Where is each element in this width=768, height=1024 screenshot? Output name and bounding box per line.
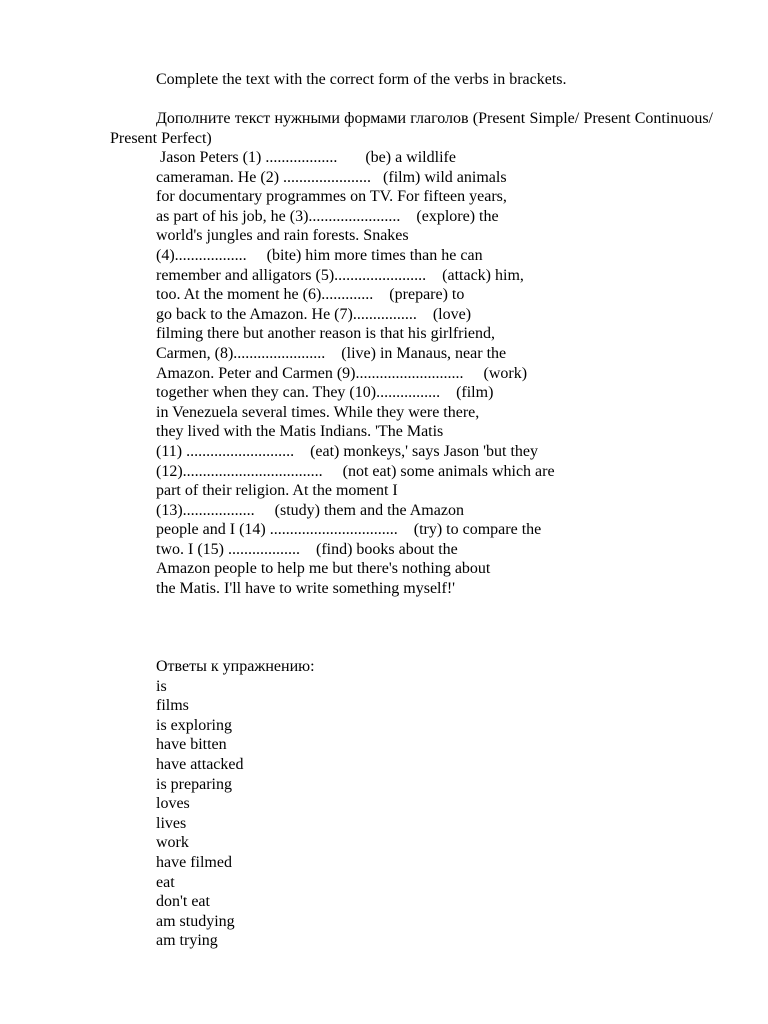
answer-item: eat bbox=[156, 873, 175, 891]
answer-item: have attacked bbox=[156, 755, 244, 773]
answer-item: is bbox=[156, 677, 167, 695]
story-line: the Matis. I'll have to write something myself!' bbox=[156, 580, 456, 598]
answer-item: have filmed bbox=[156, 853, 232, 871]
exercise-text bbox=[156, 148, 555, 599]
story-line: two. I (15) .................. (find) books about the bbox=[156, 540, 458, 558]
story-line: (4).................. (bite) him more times than he can bbox=[156, 246, 483, 264]
story-line: too. At the moment he (6)............. (prepare) to bbox=[156, 286, 465, 304]
answer-item: is exploring bbox=[156, 716, 232, 734]
story-line: remember and alligators (5)....................... (attack) him, bbox=[156, 266, 524, 284]
answer-item: am studying bbox=[156, 912, 235, 930]
story-line: in Venezuela several times. While they were there, bbox=[156, 403, 480, 421]
instruction-russian: Дополните текст нужными формами глаголов (Present Simple/ Present Continuous/ Present Perfect) bbox=[110, 110, 713, 147]
answer-item: is preparing bbox=[156, 775, 232, 793]
answer-item: work bbox=[156, 834, 189, 852]
instruction-english: Complete the text with the correct form of the verbs in brackets. bbox=[156, 71, 567, 88]
answer-item: loves bbox=[156, 795, 190, 813]
story-line: people and I (14) ................................ (try) to compare the bbox=[156, 521, 542, 539]
story-line: (11) ........................... (eat) monkeys,' says Jason 'but they bbox=[156, 442, 539, 460]
answer-item: am trying bbox=[156, 932, 218, 950]
story-line: together when they can. They (10)................ (film) bbox=[156, 384, 494, 402]
story-line: part of their religion. At the moment I bbox=[156, 482, 398, 500]
answer-item: lives bbox=[156, 814, 187, 832]
answer-item: films bbox=[156, 697, 189, 715]
story-line: cameraman. He (2) ...................... (film) wild animals bbox=[156, 168, 507, 186]
story-line: they lived with the Matis Indians. 'The Matis bbox=[156, 423, 444, 441]
story-line: (12)................................... (not eat) some animals which are bbox=[156, 462, 555, 480]
story-line: Amazon people to help me but there's nothing about bbox=[156, 560, 491, 578]
story-line: as part of his job, he (3)....................... (explore) the bbox=[156, 207, 499, 225]
answer-item: don't eat bbox=[156, 893, 210, 911]
story-line: (13).................. (study) them and the Amazon bbox=[156, 501, 464, 519]
answer-item: have bitten bbox=[156, 736, 227, 754]
answer-heading: Ответы к упражнению: bbox=[156, 658, 315, 675]
story-line: world's jungles and rain forests. Snakes bbox=[156, 227, 409, 245]
story-line: for documentary programmes on TV. For fifteen years, bbox=[156, 188, 507, 206]
story-line: Jason Peters (1) .................. (be) a wildlife bbox=[156, 149, 456, 166]
story-line: Amazon. Peter and Carmen (9)........................... (work) bbox=[156, 364, 528, 382]
answer-key bbox=[156, 657, 315, 951]
story-line: filming there but another reason is that his girlfriend, bbox=[156, 325, 496, 343]
story-line: Carmen, (8)....................... (live) in Manaus, near the bbox=[156, 344, 507, 362]
story-line: go back to the Amazon. He (7)................ (love) bbox=[156, 305, 472, 323]
